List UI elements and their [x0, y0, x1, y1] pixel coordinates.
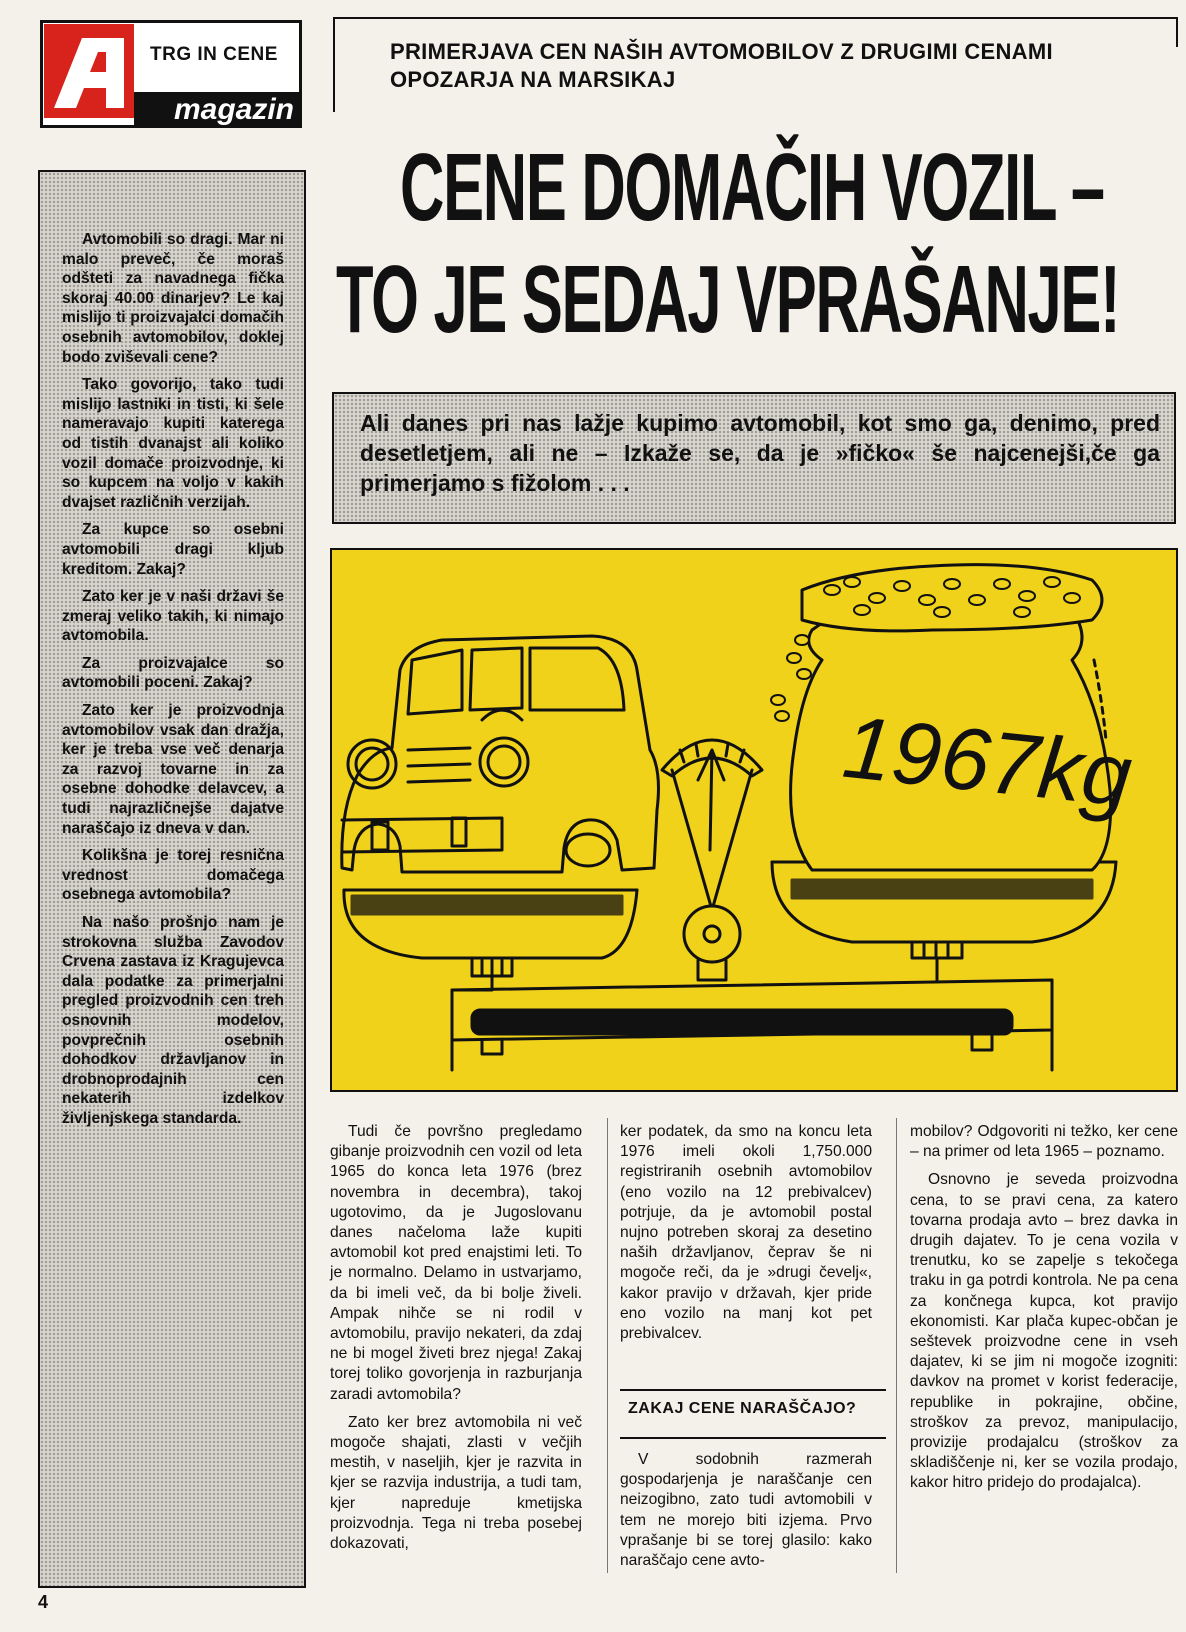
left-scale-pan: [344, 890, 637, 1070]
body-paragraph: mobilov? Odgovoriti ni težko, ker cene – na primer od leta 1965 – poznamo.: [910, 1123, 1178, 1161]
scale-pointer: [662, 740, 762, 980]
subhead-rule-bottom: [620, 1437, 886, 1439]
body-paragraph: Zato ker brez avtomobila ni več mogoče shajati, zlasti v večjih mestih, v naseljih, kjer je razvita in kjer se razvija industrija, a tudi tam, kjer napreduje kmetijska proizvodnja. Tega ni treba posebej dokazovati,: [330, 1413, 582, 1553]
kicker-rule-left: [333, 17, 335, 112]
headline: [336, 132, 1120, 356]
sidebar-paragraph: Tako govorijo, tako tudi mislijo lastniki in tisti, ki šele nameravajo kupiti katerega od tistih dvanajst ali koliko vozil domače proizvodnje, ki so kupcem na voljo v kakih dvajset različnih verzijah.: [62, 376, 284, 511]
sidebar-paragraph: Za kupce so osebni avtomobili dragi kljub kreditom. Zakaj?: [62, 521, 284, 578]
body-column-1: [330, 1122, 582, 1562]
weight-label: 1967kg: [838, 696, 1137, 826]
sidebar-paragraph: Zato ker je v naši državi še zmeraj veliko takih, ki nimajo avtomobila.: [62, 588, 284, 645]
article-kicker: PRIMERJAVA CEN NAŠIH AVTOMOBILOV Z DRUGIMI CENAMI OPOZARJA NA MARSIKAJ: [390, 39, 1053, 92]
headline-line-1: CENE DOMAČIH VOZIL –: [400, 134, 1104, 241]
sidebar-paragraph: Za proizvajalce so avtomobili poceni. Zakaj?: [62, 654, 284, 692]
sidebar-paragraph: Kolikšna je torej resnična vrednost domačega osebnega avtomobila?: [62, 847, 284, 904]
car-drawing-fiat-600: [342, 636, 659, 872]
deck-text: Ali danes pri nas lažje kupimo avtomobil, kot smo ga, denimo, pred desetletjem, ali ne – Izkaže se, da je »fičko« še najcenejši,če ga primerjamo s fižolom . . .: [360, 410, 1160, 496]
column-rule: [607, 1118, 608, 1573]
body-paragraph: Osnovno je seveda proizvodna cena, to se pravi cena, za katero tovarna prodaja avto – brez davka in drugih dajatev. To je cena vozila v trenutku, ko se zapelje s tekočega traku in ga potrdi kontrola. Ne pa cena za končnega kupca, kot pravijo ekonomisti. Kar plača kupec-občan je seštevek proizvodne cene in vseh dajatev, ki se jim ni mogoče izogniti: davkov na promet v korist federacije, republike in pokrajine, občine, stroškov za prevoz, manipulacijo, provizije prodajalcu (stroškov za skladiščenje ni, ker se vozila prodajo, kakor hitro pridejo do prodajalca).: [910, 1171, 1178, 1492]
sidebar-paragraph: Zato ker je proizvodnja avtomobilov vsak dan dražja, ker je treba vse več denarja za razvoj tovarne in za osebne dohodke delavcev, a tudi najrazličnejše dajatve naraščajo iz dneva v dan.: [62, 702, 284, 837]
kicker-rule-top: [333, 17, 1178, 19]
body-paragraph: ker podatek, da smo na koncu leta 1976 imeli okoli 1,750.000 registriranih osebnih avtomobilov (eno vozilo na 12 prebivalcev) potrjuje, da je avtomobil postal nujno potreben skoraj za desetino naših državljanov, čeprav še ni mogoče reči, da je »drugi čevelj«, kakor pravijo v državah, kjer pride eno vozilo na manj kot pet prebivalcev.: [620, 1123, 872, 1343]
kicker-rule-right: [1176, 17, 1178, 47]
logo-a-mark: [44, 24, 134, 118]
subhead: ZAKAJ CENE NARAŠČAJO?: [628, 1400, 857, 1417]
page-number: 4: [38, 1592, 49, 1612]
subhead-rule-top: [620, 1389, 886, 1391]
sidebar-paragraph: Avtomobili so dragi. Mar ni malo preveč, če moraš odšteti za navadnega fička skoraj 40.00 dinarjev? Le kaj mislijo ti proizvajalci domačih osebnih avtomobilov, doklej bodo zviševali cene?: [62, 231, 284, 366]
headline-line-2: TO JE SEDAJ VPRAŠANJE!: [336, 246, 1120, 353]
logo-a-icon: [44, 24, 134, 118]
sidebar-text: [62, 230, 284, 1137]
scale-illustration: [330, 548, 1178, 1092]
body-paragraph: Tudi če površno pregledamo gibanje proizvodnih cen vozil od leta 1965 do konca leta 1976 (brez novembra in decembra), takoj ugotovimo, da je Jugoslovanu danes načeloma laže kupiti avtomobil kot pred enajstimi leti. To je normalno. Delamo in ustvarjamo, da bi imeli več, da bi bolje živeli. Ampak nihče se ni rodil v avtomobilu, pravijo nekateri, da zdaj ne bi mogel živeti brez njega! Zakaj torej toliko govorjenja in razburjanja zaradi avtomobila?: [330, 1123, 582, 1403]
section-label: TRG IN CENE: [150, 44, 278, 65]
body-paragraph: V sodobnih razmerah gospodarjenja je naraščanje cen neizogibno, zato tudi avtomobili v tem ne morejo biti izjema. Prvo vprašanje bi se torej glasilo: kako naraščajo cene avto-: [620, 1451, 872, 1570]
column-rule: [896, 1118, 897, 1573]
body-column-2: [620, 1122, 872, 1352]
right-scale-pan: [772, 862, 1116, 980]
logo-wordmark: magazin: [173, 93, 294, 126]
sidebar-paragraph: Na našo prošnjo nam je strokovna služba Zavodov Crvena zastava iz Kragujevca dala podatke za primerjalni pregled proizvodnih cen treh osnovnih modelov, povprečnih osebnih dohodkov državljanov in drobnoprodajnih cen nekaterih izdelkov življenjskega standarda.: [62, 914, 284, 1127]
body-column-2b: [620, 1450, 872, 1579]
scale-base: [452, 980, 1052, 1070]
body-column-3: [910, 1122, 1178, 1502]
